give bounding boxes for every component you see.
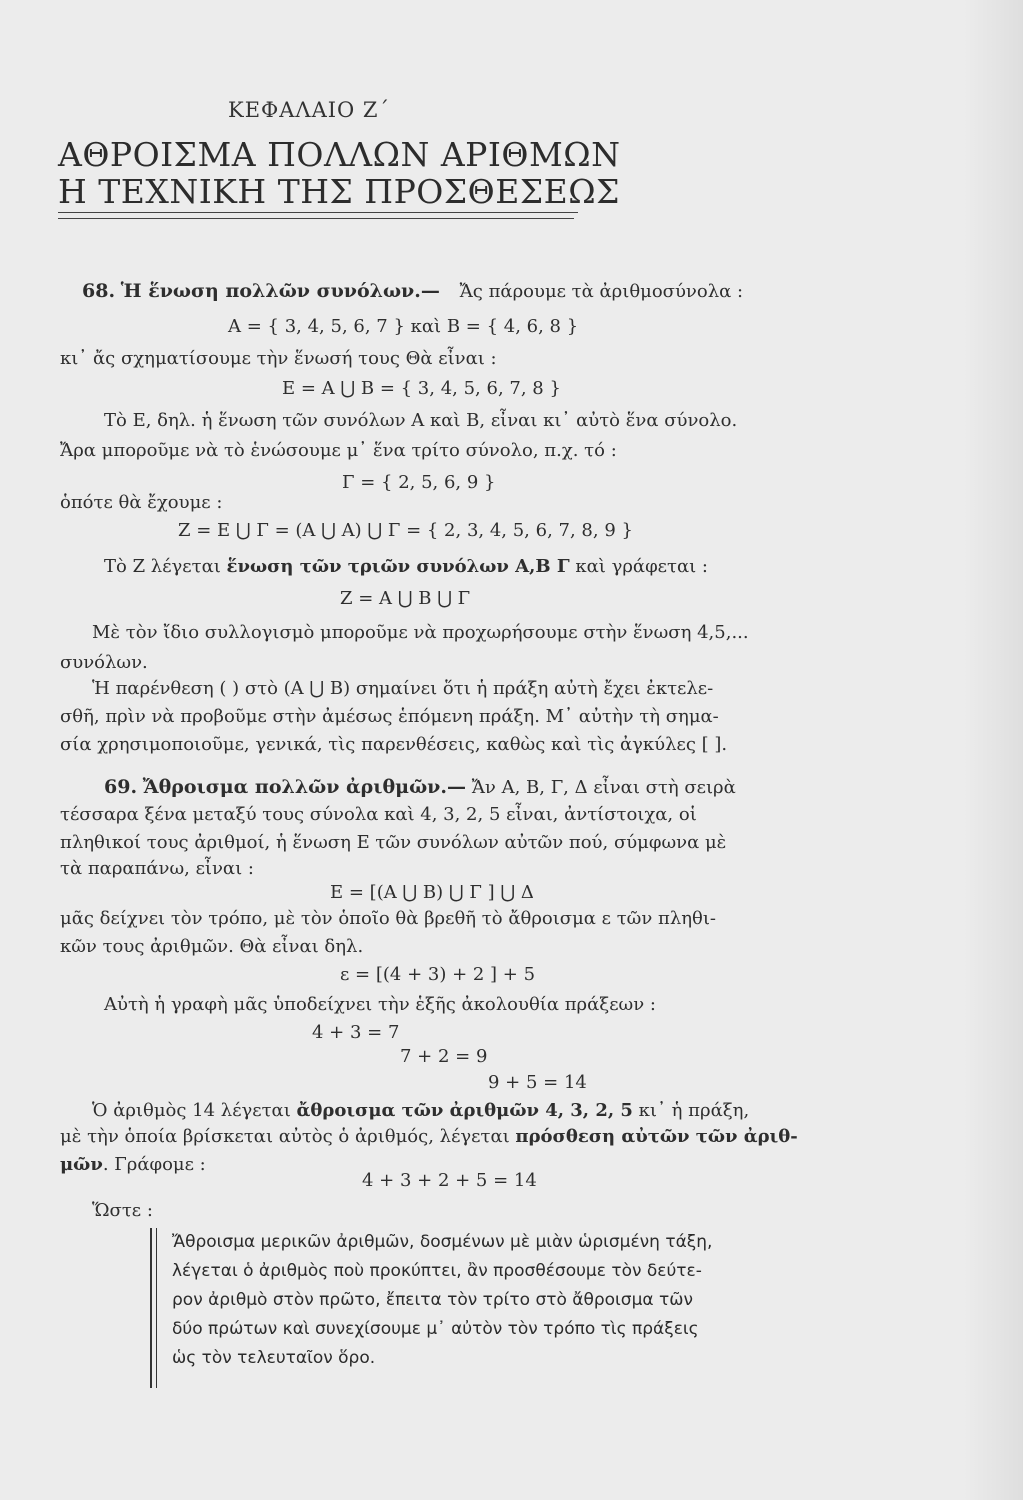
equation-z-union: Z = A ⋃ B ⋃ Γ (340, 588, 471, 609)
paragraph-line: κῶν τους ἀριθμῶν. Θὰ εἶναι δηλ. (60, 936, 364, 957)
equation-sum: 4 + 3 + 2 + 5 = 14 (362, 1170, 537, 1191)
definition-margin-bar (150, 1228, 152, 1388)
definition-line: ρον ἀριθμὸ στὸν πρῶτο, ἔπειτα τὸν τρίτο στὸ ἄθροισμα τῶν (172, 1290, 693, 1310)
equation-e-bracket: E = [(A ⋃ B) ⋃ Γ ] ⋃ Δ (330, 882, 534, 903)
paragraph-line: σία χρησιμοποιοῦμε, γενικά, τὶς παρενθέσεις, καθὼς καὶ τὶς ἀγκύλες [ ]. (60, 734, 728, 755)
paragraph-line (104, 556, 708, 577)
chapter-title-line-1: ΑΘΡΟΙΣΜΑ ΠΟΛΛΩΝ ΑΡΙΘΜΩΝ (58, 135, 621, 174)
paragraph-line: Τὸ Ε, δηλ. ἡ ἕνωση τῶν συνόλων Α καὶ Β, εἶναι κι᾿ αὐτὸ ἕνα σύνολο. (104, 410, 738, 431)
page-edge-shadow (963, 0, 1023, 1500)
paragraph-line: συνόλων. (60, 652, 148, 673)
paragraph-line: σθῆ, πρὶν νὰ προβοῦμε στὴν ἀμέσως ἑπόμενη πράξη. Μ᾿ αὐτὴν τὴ σημα- (60, 706, 719, 727)
paragraph-line (60, 1126, 798, 1147)
section-69-title: Ἄθροισμα πολλῶν ἀριθμῶν.— (142, 776, 466, 798)
equation-gamma: Γ = { 2, 5, 6, 9 } (342, 472, 496, 493)
paragraph-line: Ἄρα μποροῦμε νὰ τὸ ἑνώσουμε μ᾿ ἕνα τρίτο σύνολο, π.χ. τό : (60, 440, 617, 461)
paragraph-line: Αὐτὴ ἡ γραφὴ μᾶς ὑποδείχνει τὴν ἑξῆς ἀκολουθία πράξεων : (104, 994, 656, 1015)
section-69-intro: Ἄν Α, Β, Γ, Δ εἶναι στὴ σειρὰ (471, 777, 736, 798)
paragraph-line (60, 1154, 206, 1175)
section-68-heading-line (82, 280, 743, 302)
paragraph-line (92, 1100, 749, 1121)
equation-z: Z = E ⋃ Γ = (A ⋃ A) ⋃ Γ = { 2, 3, 4, 5, 6, 7, 8, 9 } (178, 520, 633, 541)
paragraph-line: πληθικοί τους ἀριθμοί, ἡ ἕνωση Ε τῶν συνόλων αὐτῶν πού, σύμφωνα μὲ (60, 832, 727, 853)
section-69-number: 69. (104, 776, 138, 798)
chapter-title-line-2: Η ΤΕΧΝΙΚΗ ΤΗΣ ΠΡΟΣΘΕΣΕΩΣ (58, 172, 620, 211)
calculation-step-2: 7 + 2 = 9 (400, 1046, 488, 1067)
definition-line: λέγεται ὁ ἀριθμὸς ποὺ προκύπτει, ἂν προσθέσουμε τὸν δεύτε- (172, 1261, 702, 1281)
chapter-label: ΚΕΦΑΛΑΙΟ Ζ΄ (228, 98, 391, 122)
definition-line: δύο πρώτων καὶ συνεχίσουμε μ᾿ αὐτὸν τὸν τρόπο τὶς πράξεις (172, 1319, 699, 1339)
definition-line: Ἄθροισμα μερικῶν ἀριθμῶν, δοσμένων μὲ μιὰν ὡρισμένη τάξη, (172, 1232, 713, 1252)
paragraph-line: ὁπότε θὰ ἔχουμε : (60, 492, 223, 513)
text-segment: . Γράφομε : (102, 1154, 206, 1175)
paragraph-line: μᾶς δείχνει τὸν τρόπο, μὲ τὸν ὁποῖο θὰ βρεθῆ τὸ ἄθροισμα ε τῶν πληθι- (60, 908, 716, 929)
equation-e-union: E = A ⋃ B = { 3, 4, 5, 6, 7, 8 } (282, 378, 561, 399)
section-68-number: 68. (82, 280, 116, 302)
term-union-three-sets: ἕνωση τῶν τριῶν συνόλων Α,Β Γ (226, 556, 570, 577)
section-68-title: Ἡ ἕνωση πολλῶν συνόλων.— (120, 280, 440, 302)
paragraph-line: τὰ παραπάνω, εἶναι : (60, 858, 254, 879)
equation-epsilon: ε = [(4 + 3) + 2 ] + 5 (340, 964, 536, 985)
title-underline-secondary (58, 218, 574, 219)
equation-sets-ab: A = { 3, 4, 5, 6, 7 } καὶ B = { 4, 6, 8 } (228, 316, 579, 337)
text-segment: Ὁ ἀριθμὸς 14 λέγεται (92, 1100, 297, 1121)
term-addition-continued: μῶν (60, 1154, 103, 1175)
paragraph-line: Ἡ παρένθεση ( ) στὸ (A ⋃ B) σημαίνει ὅτι ἡ πράξη αὐτὴ ἔχει ἐκτελε- (92, 678, 714, 699)
section-68-intro: Ἄς πάρουμε τὰ ἀριθμοσύνολα : (459, 281, 744, 302)
definition-margin-bar-secondary (156, 1228, 157, 1388)
text-segment: Τὸ Ζ λέγεται (104, 556, 227, 577)
definition-line: ὡς τὸν τελευταῖον ὅρο. (172, 1348, 376, 1368)
text-segment: καὶ γράφεται : (569, 556, 708, 577)
term-addition: πρόσθεση αὐτῶν τῶν ἀριθ- (515, 1126, 798, 1147)
term-sum-of-numbers: ἄθροισμα τῶν ἀριθμῶν 4, 3, 2, 5 (296, 1100, 633, 1121)
calculation-step-3: 9 + 5 = 14 (488, 1072, 587, 1093)
text-segment: κι᾿ ἡ πράξη, (632, 1100, 750, 1121)
paragraph-line: κι᾿ ἄς σχηματίσουμε τὴν ἕνωσή τους Θὰ εἶναι : (60, 348, 497, 369)
title-underline (58, 212, 578, 213)
paragraph-line: Μὲ τὸν ἴδιο συλλογισμὸ μποροῦμε νὰ προχωρήσουμε στὴν ἕνωση 4,5,... (92, 622, 749, 643)
text-segment: μὲ τὴν ὁποία βρίσκεται αὐτὸς ὁ ἀριθμός, λέγεται (60, 1126, 516, 1147)
paragraph-line: τέσσαρα ξένα μεταξύ τους σύνολα καὶ 4, 3, 2, 5 εἶναι, ἀντίστοιχα, οἱ (60, 804, 697, 825)
paragraph-line: Ὥστε : (92, 1200, 153, 1221)
calculation-step-1: 4 + 3 = 7 (312, 1022, 400, 1043)
section-69-heading-line (104, 776, 736, 798)
